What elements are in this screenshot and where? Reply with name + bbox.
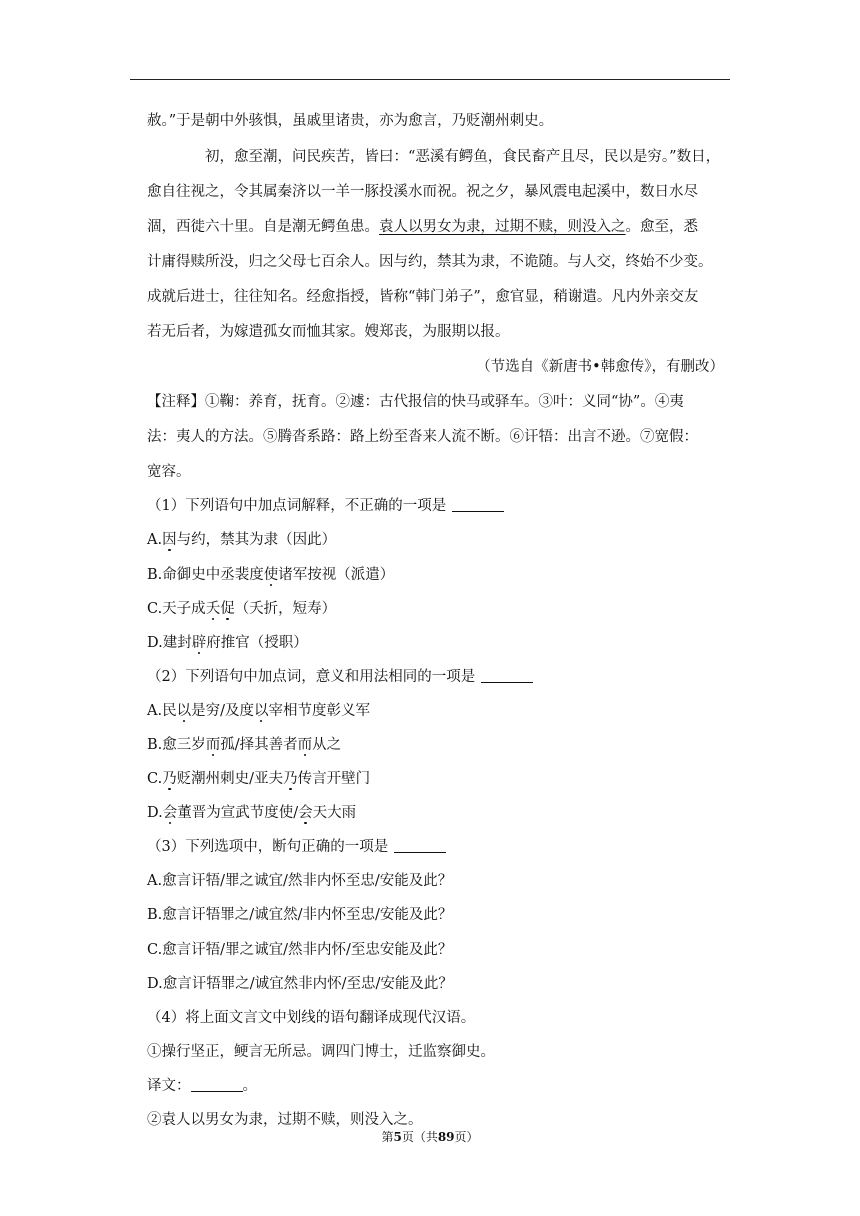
q2-answer-blank[interactable]: [481, 668, 533, 683]
page-footer: [0, 1129, 860, 1145]
passage-line-2: 初，愈至潮，问民疾苦，皆曰：“恶溪有鳄鱼，食民畜产且尽，民以是穷。”数日，: [205, 149, 721, 165]
passage-line-6: 成就后进士，往往知名。经愈指授，皆称“韩门弟子”，愈官显，稍谢遣。凡内外亲交友: [147, 289, 699, 305]
option-letter: A.: [147, 532, 163, 548]
dotted-word: 因: [162, 532, 177, 548]
total-pages: 89: [437, 1130, 455, 1144]
option-text: D.: [147, 805, 163, 821]
option-text: D.建封: [147, 635, 192, 651]
underlined-sentence-2: 袁人以男女为隶，过期不赎，则没入之: [379, 219, 626, 235]
option-text: 董晋为宣武节度使/: [177, 805, 299, 821]
q1-option-c[interactable]: [147, 599, 336, 619]
q4-item-1: ①操行坚正，鲠言无所忌。调四门博士，迁监察御史。: [147, 1044, 495, 1060]
q1-option-b[interactable]: [147, 565, 394, 585]
source-citation: （节选自《新唐书•韩愈传》，有删改）: [476, 359, 724, 375]
q3-answer-blank[interactable]: [394, 838, 446, 853]
option-text: 孤/择其善者: [220, 737, 298, 753]
passage-line-1: 赦。”于是朝中外骇惧，虽戚里诸贵，亦为愈言，乃贬潮州刺史。: [147, 113, 554, 129]
translation-blank[interactable]: [191, 1077, 243, 1092]
dotted-word: 促: [220, 601, 235, 617]
translation-end: 。: [242, 1078, 257, 1094]
dotted-word: 夭: [205, 601, 221, 617]
q2-option-d[interactable]: [147, 803, 356, 823]
header-rule: [130, 79, 730, 80]
option-text: 是穷/及度: [191, 703, 254, 719]
notes-line-1: 【注释】①鞠：养育，抚育。②遽：古代报信的快马或驿车。③叶：义同“协”。④夷: [147, 394, 684, 410]
option-text: 传言开壁门: [297, 771, 371, 787]
option-text: （夭折，短寿）: [234, 601, 337, 617]
q4-item-2: ②袁人以男女为隶，过期不赎，则没入之。: [147, 1112, 423, 1128]
option-text: 与约，禁其为隶（因此）: [176, 532, 337, 548]
option-text: B.命御史中丞裴度: [147, 567, 264, 583]
option-text: 天大雨: [312, 805, 357, 821]
q2-option-c[interactable]: [147, 769, 370, 789]
q2-option-a[interactable]: [147, 701, 370, 721]
dotted-word: 会: [298, 805, 313, 821]
q1-answer-blank[interactable]: [452, 497, 504, 512]
dotted-word: 以: [253, 703, 269, 719]
option-text: A.民: [147, 703, 177, 719]
option-text: B.愈三岁: [147, 737, 206, 753]
option-text: 府推官（授职）: [206, 635, 308, 651]
q1-option-a[interactable]: [147, 530, 336, 550]
passage-line-4: [147, 217, 698, 237]
q2-stem: [147, 667, 533, 687]
option-text: C.天子成: [147, 601, 206, 617]
q1-option-d[interactable]: [147, 633, 308, 653]
q3-option-c[interactable]: C.愈言讦牾/罪之诚宜/然非内怀/至忠安能及此？: [147, 942, 453, 958]
q3-option-a[interactable]: A.愈言讦牾/罪之诚宜/然非内怀至忠/安能及此？: [147, 873, 453, 889]
q4-translation: [147, 1076, 257, 1096]
footer-middle: 页（共: [401, 1130, 438, 1144]
dotted-word: 以: [176, 703, 192, 719]
notes-line-2: 法：夷人的方法。⑤腾沓系路：路上纷至沓来人流不断。⑥讦牾：出言不逊。⑦宽假：: [147, 429, 698, 445]
option-text: 宰相节度彰义军: [268, 703, 370, 719]
option-text: C.: [147, 771, 163, 787]
dotted-word: 乃: [283, 771, 298, 787]
passage-line-5: 计庸得赎所没，归之父母七百余人。因与约，禁其为隶，不诡随。与人交，终始不少变。: [147, 254, 713, 270]
dotted-word: 辟: [191, 635, 207, 651]
q3-option-b[interactable]: B.愈言讦牾罪之/诚宜然/非内怀至忠/安能及此？: [147, 907, 453, 923]
option-text: 从之: [312, 737, 342, 753]
passage-line-3: 愈自往视之，令其属秦济以一羊一豚投溪水而祝。祝之夕，暴风震电起溪中，数日水尽: [147, 184, 698, 200]
q4-stem: （4）将上面文言文中划线的语句翻译成现代汉语。: [147, 1010, 476, 1026]
footer-prefix: 第: [381, 1130, 394, 1144]
dotted-word: 而: [205, 737, 221, 753]
q1-stem-text: （1）下列语句中加点词解释，不正确的一项是: [147, 498, 447, 514]
q3-stem: [147, 837, 446, 857]
passage-line-4-tail: 。愈至，悉: [625, 219, 698, 235]
q3-option-d[interactable]: D.愈言讦牾罪之/诚宜然非内怀/至忠/安能及此？: [147, 976, 453, 992]
dotted-word: 使: [263, 567, 279, 583]
notes-line-3: 宽容。: [147, 464, 191, 480]
passage-line-4-text: 涸，西徙六十里。自是潮无鳄鱼患。: [147, 219, 379, 235]
dotted-word: 乃: [162, 771, 177, 787]
translation-label: 译文：: [147, 1078, 191, 1094]
dotted-word: 而: [297, 737, 313, 753]
option-text: 贬潮州刺史/亚夫: [176, 771, 284, 787]
dotted-word: 会: [162, 805, 178, 821]
option-text: 诸军按视（派遣）: [278, 567, 395, 583]
q1-stem: [147, 496, 504, 516]
passage-line-7: 若无后者，为嫁遣孤女而恤其家。嫂郑丧，为服期以报。: [147, 324, 510, 340]
q3-stem-text: （3）下列选项中，断句正确的一项是: [147, 839, 389, 855]
q2-stem-text: （2）下列语句中加点词，意义和用法相同的一项是: [147, 669, 476, 685]
q2-option-b[interactable]: [147, 735, 341, 755]
page-number: 5: [393, 1130, 402, 1144]
footer-suffix: 页）: [454, 1130, 479, 1144]
